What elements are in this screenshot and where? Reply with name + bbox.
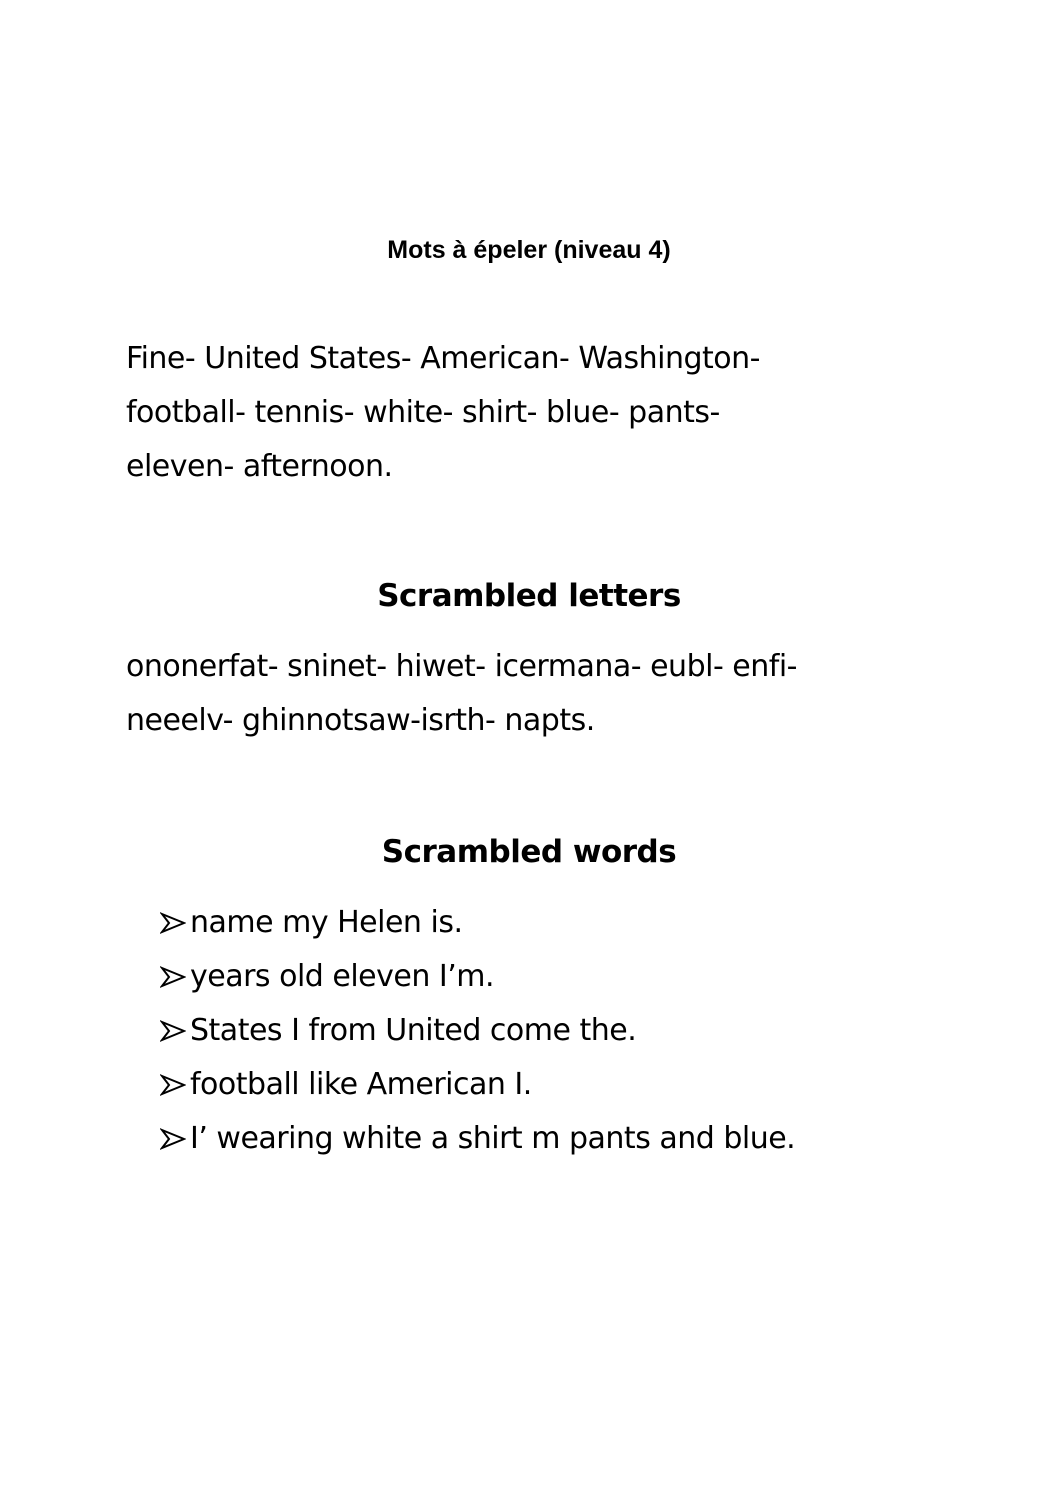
scrambled-words-list: [160, 896, 795, 1166]
list-item-text: football like American I.: [190, 1067, 532, 1102]
list-item: [160, 896, 795, 950]
arrowhead-bullet-icon: [160, 1020, 188, 1042]
spelling-line: Fine- United States- American- Washington-: [126, 341, 760, 376]
arrowhead-bullet-icon: [160, 1074, 188, 1096]
spelling-words-paragraph: [126, 332, 926, 494]
arrowhead-bullet-icon: [160, 966, 188, 988]
page-title: Mots à épeler (niveau 4): [387, 236, 671, 264]
scrambled-letters-line: ononerfat- sninet- hiwet- icermana- eubl- enfi-: [126, 649, 797, 684]
list-item-text: name my Helen is.: [190, 905, 463, 940]
spelling-line: football- tennis- white- shirt- blue- pants-: [126, 395, 720, 430]
spelling-line: eleven- afternoon.: [126, 449, 393, 484]
list-item-text: States I from United come the.: [190, 1013, 637, 1048]
scrambled-letters-paragraph: [126, 640, 926, 748]
list-item: [160, 1004, 795, 1058]
list-item-text: I’ wearing white a shirt m pants and blue.: [190, 1121, 796, 1156]
scrambled-letters-line: neeelv- ghinnotsaw-isrth- napts.: [126, 703, 595, 738]
list-item: [160, 950, 795, 1004]
list-item-text: years old eleven I’m.: [190, 959, 495, 994]
arrowhead-bullet-icon: [160, 912, 188, 934]
scrambled-words-heading: Scrambled words: [381, 834, 677, 870]
scrambled-letters-heading: Scrambled letters: [377, 578, 681, 614]
list-item: [160, 1112, 795, 1166]
list-item: [160, 1058, 795, 1112]
arrowhead-bullet-icon: [160, 1128, 188, 1150]
